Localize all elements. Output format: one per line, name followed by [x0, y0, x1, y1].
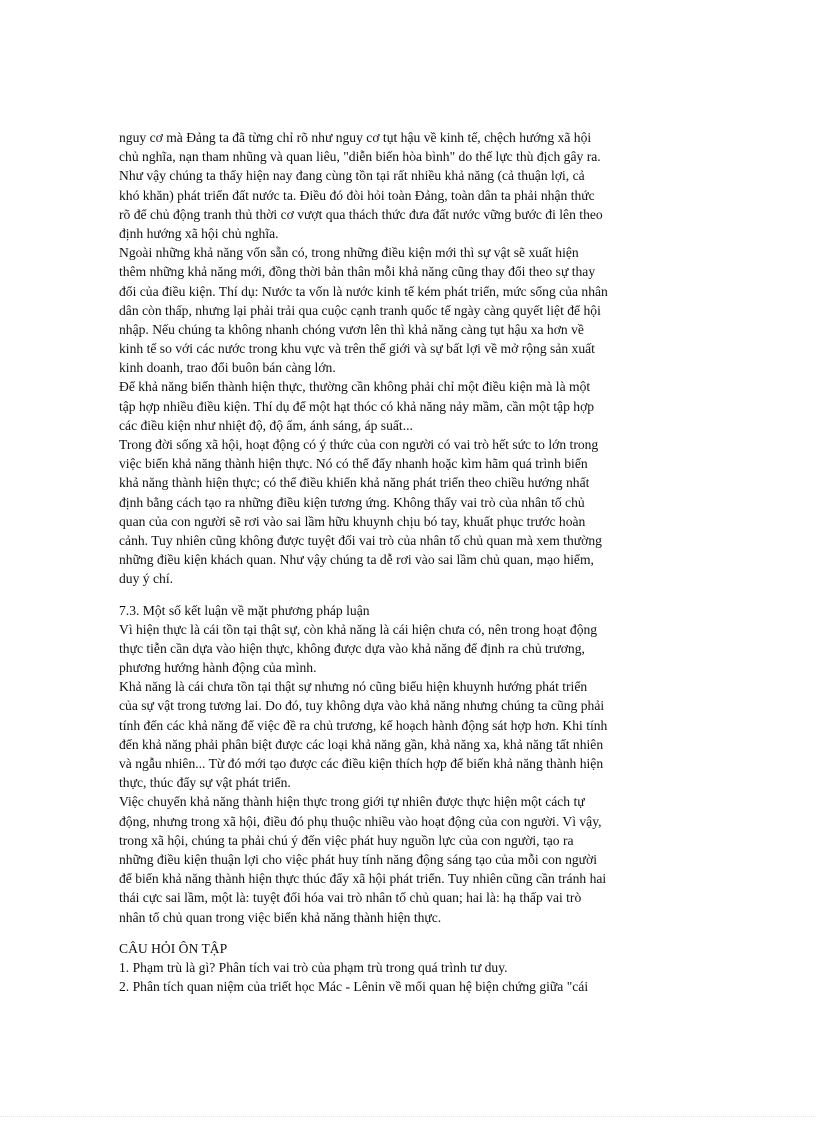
text-line: chủ nghĩa, nạn tham nhũng và quan liêu, "diễn biến hòa bình" do thế lực thù địch gây ra. [119, 149, 601, 165]
text-line: của sự vật trong tương lai. Do đó, tuy không dựa vào khả năng nhưng chúng ta cũng phải [119, 698, 605, 714]
text-line: dân còn thấp, nhưng lại phải trải qua cuộc cạnh tranh quốc tế ngày càng quyết liệt để hội [119, 302, 601, 318]
text-line: tính đến các khả năng để việc đề ra chủ trương, kế hoạch hành động sát hợp hơn. Khi tính [119, 717, 608, 733]
page-bottom-edge [0, 1116, 816, 1117]
text-line: để biến khả năng thành hiện thực thúc đẩy xã hội phát triển. Tuy nhiên cũng cần tránh hai [119, 871, 607, 887]
paragraph-gap [119, 589, 699, 601]
question-item: 2. Phân tích quan niệm của triết học Mác - Lênin về mối quan hệ biện chứng giữa "cái [119, 979, 589, 995]
text-line: Ngoài những khả năng vốn sẵn có, trong những điều kiện mới thì sự vật sẽ xuất hiện [119, 245, 579, 261]
text-line: động, nhưng trong xã hội, điều đó phụ thuộc nhiều vào hoạt động của con người. Vì vậy, [119, 813, 602, 829]
text-line: Để khả năng biến thành hiện thực, thường cần không phải chỉ một điều kiện mà là một [119, 379, 591, 395]
text-line: khó khăn) phát triển đất nước ta. Điều đó đòi hỏi toàn Đảng, toàn dân ta phải nhận thức [119, 187, 595, 203]
text-line: kinh tế so với các nước trong khu vực và trên thế giới và sự bất lợi về mở rộng sản xuất [119, 341, 595, 357]
text-line: thực, thúc đẩy sự vật phát triển. [119, 775, 291, 791]
text-line: nguy cơ mà Đảng ta đã từng chỉ rõ như nguy cơ tụt hậu về kinh tế, chệch hướng xã hội [119, 130, 592, 145]
text-line: tập hợp nhiều điều kiện. Thí dụ để một hạt thóc có khả năng nảy mầm, cần một tập hợp [119, 398, 595, 414]
text-line: việc biến khả năng thành hiện thực. Nó có thể đẩy nhanh hoặc kìm hãm quá trình biến [119, 456, 588, 472]
text-line: quan của con người sẽ rơi vào sai lầm hữu khuynh chịu bó tay, khuất phục trước hoàn [119, 513, 586, 529]
text-line: trong xã hội, chúng ta phải chú ý đến việc phát huy nguồn lực của con người, tạo ra [119, 832, 574, 848]
text-line: Việc chuyển khả năng thành hiện thực trong giới tự nhiên được thực hiện một cách tự [119, 794, 585, 810]
text-line: cảnh. Tuy nhiên cũng không được tuyệt đối vai trò của nhân tố chủ quan mà xem thường [119, 532, 602, 548]
text-line: nhập. Nếu chúng ta không nhanh chóng vươn lên thì khả năng càng tụt hậu xa hơn về [119, 321, 584, 337]
text-line: Vì hiện thực là cái tồn tại thật sự, còn khả năng là cái hiện chưa có, nên trong hoạt động [119, 621, 598, 637]
section-heading: 7.3. Một số kết luận về mặt phương pháp luận [119, 602, 370, 618]
review-questions-heading: CÂU HỎI ÔN TẬP [119, 940, 228, 956]
text-line: nhân tố chủ quan trong việc biến khả năng thành hiện thực. [119, 909, 442, 925]
text-line: Khả năng là cái chưa tồn tại thật sự nhưng nó cũng biểu hiện khuynh hướng phát triển [119, 679, 588, 695]
text-line: các điều kiện như nhiệt độ, độ ẩm, ánh sáng, áp suất... [119, 417, 413, 433]
text-line: Trong đời sống xã hội, hoạt động có ý thức của con người có vai trò hết sức to lớn trong [119, 437, 599, 452]
text-line: thực tiễn cần dựa vào hiện thực, không được dựa vào khả năng để định ra chủ trương, [119, 640, 585, 656]
text-line: và ngẫu nhiên... Từ đó mới tạo được các điều kiện thích hợp để biến khả năng thành hiện [119, 756, 604, 771]
text-line: định hướng xã hội chủ nghĩa. [119, 225, 279, 241]
body-text [119, 128, 699, 996]
text-line: định bằng cách tạo ra những điều kiện tương ứng. Không thấy vai trò của nhân tố chủ [119, 494, 585, 510]
text-line: Như vậy chúng ta thấy hiện nay đang cùng tồn tại rất nhiều khả năng (cả thuận lợi, cả [119, 168, 585, 184]
text-line: những điều kiện thuận lợi cho việc phát huy tính năng động sáng tạo của mỗi con người [119, 851, 597, 867]
text-line: duy ý chí. [119, 571, 173, 587]
question-item: 1. Phạm trù là gì? Phân tích vai trò của phạm trù trong quá trình tư duy. [119, 959, 508, 975]
text-line: khả năng thành hiện thực; có thể điều khiển khả năng phát triển theo chiều hướng nhất [119, 475, 590, 491]
text-line: kinh doanh, trao đổi buôn bán càng lớn. [119, 360, 336, 376]
paragraph-gap [119, 927, 699, 939]
text-line: thái cực sai lầm, một là: tuyệt đối hóa vai trò nhân tố chủ quan; hai là: hạ thấp vai trò [119, 890, 582, 906]
text-line: phương hướng hành động của mình. [119, 660, 317, 676]
text-line: đến khả năng phải phân biệt được các loại khả năng gần, khả năng xa, khả năng tất nhiên [119, 736, 604, 752]
text-line: những điều kiện khách quan. Như vậy chúng ta dễ rơi vào sai lầm chủ quan, mạo hiểm, [119, 552, 594, 568]
text-line: thêm những khả năng mới, đồng thời bản thân mỗi khả năng cũng thay đổi theo sự thay [119, 264, 596, 280]
text-line: rõ để chủ động tranh thủ thời cơ vượt qua thách thức đưa đất nước vững bước đi lên theo [119, 206, 603, 222]
text-line: đổi của điều kiện. Thí dụ: Nước ta vốn là nước kinh tế kém phát triển, mức sống của nhân [119, 283, 608, 299]
